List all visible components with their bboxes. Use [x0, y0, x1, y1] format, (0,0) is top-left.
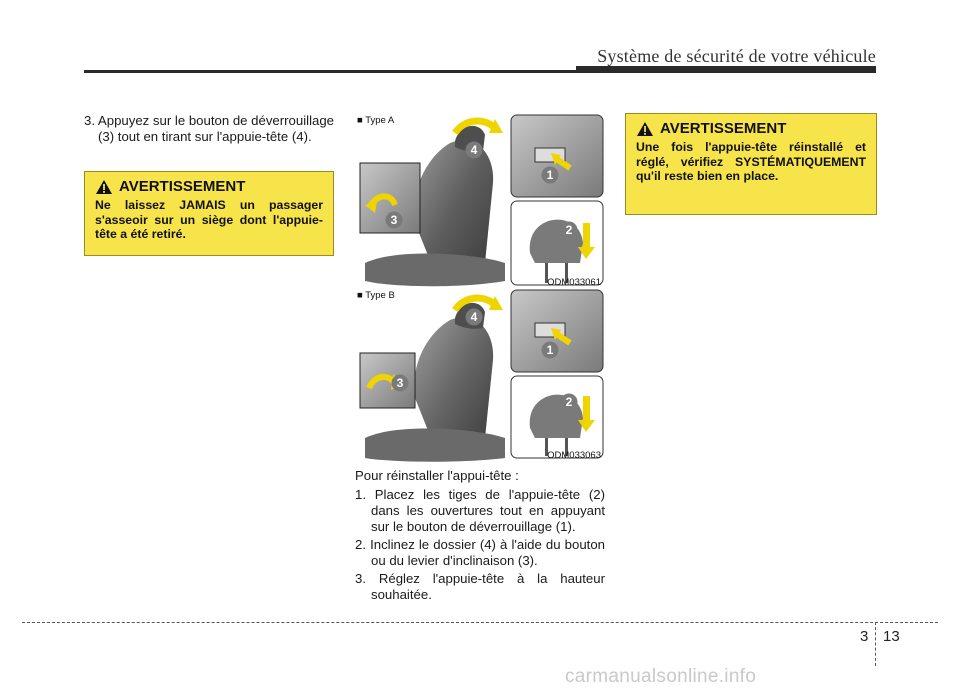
warning-header: [95, 178, 323, 195]
reinstall-step-3: 3. Réglez l'appuie-tête à la hauteur souhaitée.: [355, 571, 605, 602]
svg-text:3: 3: [390, 213, 398, 227]
warning-box-right: [625, 113, 877, 215]
seat-illustration-type-a: [355, 113, 605, 290]
warning-title: AVERTISSEMENT: [119, 178, 246, 195]
svg-text:2: 2: [565, 395, 573, 409]
figure-type-a-code: ODM033061: [547, 277, 601, 288]
footer-divider: [875, 622, 876, 666]
warning-triangle-icon: [636, 121, 654, 137]
svg-text:3: 3: [396, 376, 404, 390]
callout-2: [560, 393, 578, 411]
warning-triangle-icon: [95, 179, 113, 195]
warning-text: Ne laissez JAMAIS un passager s'asseoir sur un siège dont l'appuie-tête a été retiré.: [95, 198, 323, 241]
svg-text:4: 4: [470, 310, 478, 324]
callout-1: [541, 166, 559, 184]
callout-4: [465, 308, 483, 326]
svg-text:2: 2: [565, 223, 573, 237]
warning-title: AVERTISSEMENT: [660, 120, 787, 137]
callout-3: [391, 374, 409, 392]
callout-1: [541, 341, 559, 359]
svg-text:1: 1: [546, 343, 554, 357]
warning-text: Une fois l'appuie-tête réinstallé et réglé, vérifiez SYSTÉMATIQUEMENT qu'il reste bien en place.: [636, 140, 866, 183]
header-rule-accent: [576, 66, 876, 73]
callout-2: [560, 221, 578, 239]
callout-4: [465, 141, 483, 159]
page-number: 13: [883, 628, 900, 645]
figure-type-b: [355, 288, 605, 463]
watermark-logo: carmanualsonline.info: [565, 666, 757, 687]
reinstall-step-2: 2. Inclinez le dossier (4) à l'aide du bouton ou du levier d'inclinaison (3).: [355, 537, 605, 568]
figure-type-b-label: ■ Type B: [357, 290, 395, 301]
chapter-number: 3: [860, 628, 869, 645]
figure-type-a-label: ■ Type A: [357, 115, 395, 126]
footer-rule: [22, 622, 938, 623]
reinstall-step-1: 1. Placez les tiges de l'appuie-tête (2) dans les ouvertures tout en appuyant sur le bouton de déverrouillage (1).: [355, 487, 605, 534]
reinstall-intro: Pour réinstaller l'appui-tête :: [355, 468, 519, 483]
callout-3: [385, 211, 403, 229]
svg-text:1: 1: [546, 168, 554, 182]
warning-header: [636, 120, 866, 137]
running-header: Système de sécurité de votre véhicule: [597, 46, 876, 66]
reinstall-instructions: [355, 468, 605, 605]
svg-text:4: 4: [470, 143, 478, 157]
warning-box-left: [84, 171, 334, 256]
figure-type-a: [355, 113, 605, 290]
left-column: [84, 113, 334, 145]
removal-step-3: 3. Appuyez sur le bouton de déverrouillage (3) tout en tirant sur l'appuie-tête (4).: [84, 113, 335, 144]
figure-type-b-code: ODM033063: [547, 450, 601, 461]
